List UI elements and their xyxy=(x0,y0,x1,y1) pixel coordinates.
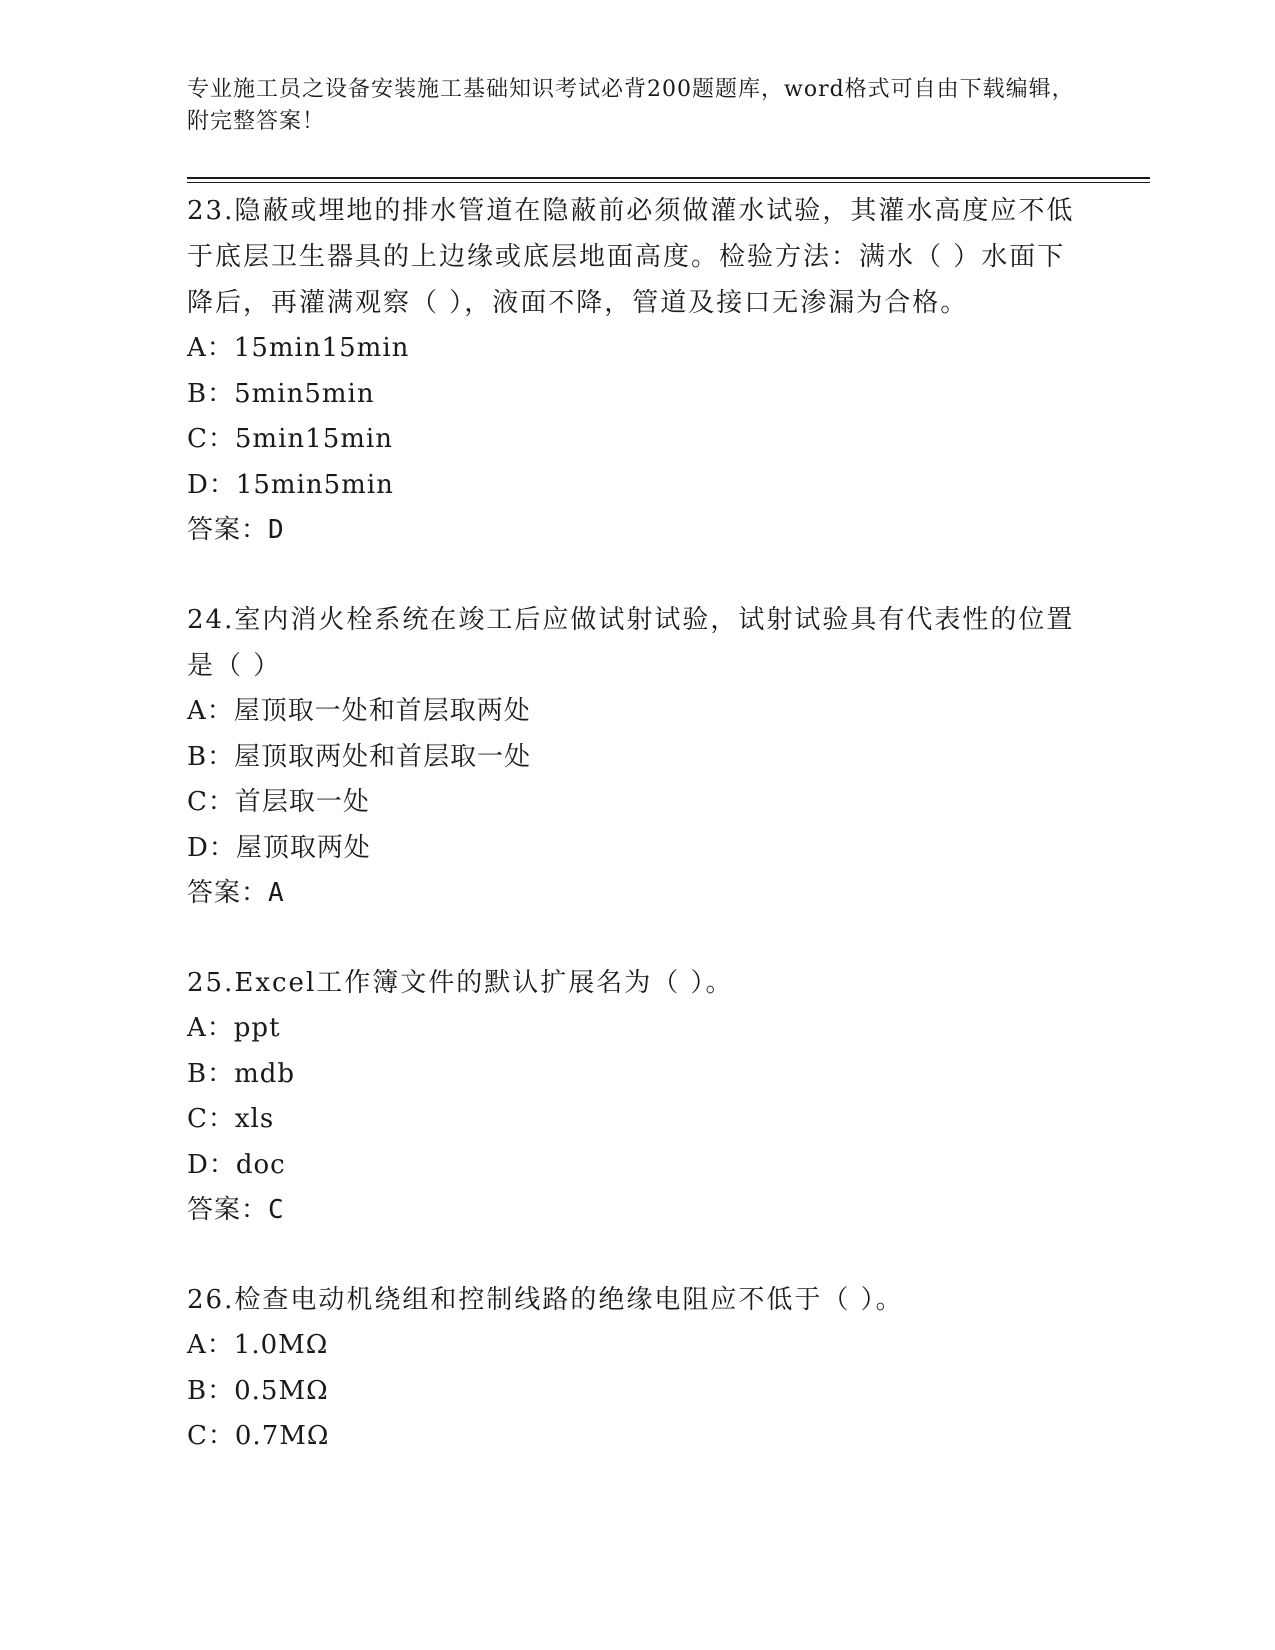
question-text: 24.室内消火栓系统在竣工后应做试射试验，试射试验具有代表性的位置是（ ） xyxy=(187,605,1075,681)
answer-label: 答案： xyxy=(187,515,269,545)
answer-label: 答案： xyxy=(187,1195,269,1225)
option-c: C：xls xyxy=(187,1104,275,1134)
option-a: A：15min15min xyxy=(187,333,410,363)
answer-label: 答案： xyxy=(187,878,269,908)
option-b: B：mdb xyxy=(187,1058,296,1089)
answer-value: C xyxy=(268,1195,285,1225)
header-rule-thick xyxy=(187,177,1150,179)
question-text: 23.隐蔽或埋地的排水管道在隐蔽前必须做灌水试验，其灌水高度应不低于底层卫生器具的上边缘或底层地面高度。检验方法：满水（ ）水面下降后，再灌满观察（ ），液面不降，管道及接口无渗漏为合格。 xyxy=(187,196,1075,318)
question-23 xyxy=(187,188,1087,553)
option-d: D：doc xyxy=(187,1149,286,1180)
option-c: C：5min15min xyxy=(187,424,393,454)
answer-line xyxy=(187,1188,1087,1233)
option-a: A：屋顶取一处和首层取两处 xyxy=(187,696,531,726)
question-25 xyxy=(187,960,1087,1233)
question-24 xyxy=(187,597,1087,916)
question-text: 26.检查电动机绕组和控制线路的绝缘电阻应不低于（ ）。 xyxy=(187,1285,904,1315)
answer-line xyxy=(187,508,1087,553)
option-c: C：0.7MΩ xyxy=(187,1421,330,1451)
option-a: A：1.0MΩ xyxy=(187,1330,329,1360)
option-d: D：15min5min xyxy=(187,469,394,500)
option-d: D：屋顶取两处 xyxy=(187,832,371,863)
option-c: C：首层取一处 xyxy=(187,787,370,817)
question-list xyxy=(187,188,1087,1504)
question-text: 25.Excel工作簿文件的默认扩展名为（ ）。 xyxy=(187,968,734,998)
answer-value: D xyxy=(268,515,285,545)
option-b: B：5min5min xyxy=(187,378,375,409)
answer-line xyxy=(187,871,1087,916)
option-b: B：0.5MΩ xyxy=(187,1375,329,1406)
document-header: 专业施工员之设备安装施工基础知识考试必背200题题库，word格式可自由下载编辑，附完整答案！ xyxy=(187,77,1075,134)
question-26 xyxy=(187,1277,1087,1460)
option-b: B：屋顶取两处和首层取一处 xyxy=(187,741,532,772)
answer-value: A xyxy=(268,878,285,908)
header-rule-thin xyxy=(187,182,1150,183)
option-a: A：ppt xyxy=(187,1013,281,1043)
